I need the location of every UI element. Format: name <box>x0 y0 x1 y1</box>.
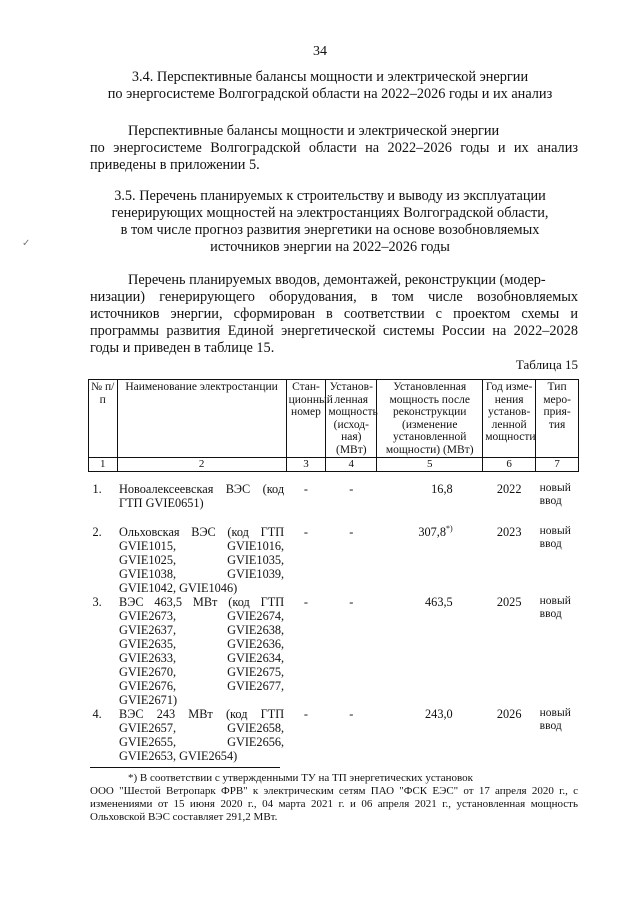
header-cell: Стан-ционный номер <box>286 380 326 458</box>
change-year: 2022 <box>496 481 522 496</box>
section-3-5-heading-line: генерирующих мощностей на электростанциях Волгоградской области, <box>111 205 549 221</box>
generation-capacity-table <box>88 379 579 763</box>
header-cell: № п/п <box>89 380 118 458</box>
capacity-value: 463,5 <box>425 595 453 609</box>
section-3-4-paragraph <box>90 123 578 174</box>
station-name: Ольховская ВЭС (код ГТП GVIE1015, GVIE1016, GVIE1025, GVIE1035, GVIE1038, GVIE1039, GVIE1042, GVIE1046) <box>119 525 285 595</box>
column-number: 3 <box>286 458 326 472</box>
section-3-4-heading-line: по энергосистеме Волгоградской области на 2022–2026 годы и их анализ <box>107 86 553 102</box>
change-year: 2025 <box>496 595 522 609</box>
column-number: 4 <box>326 458 377 472</box>
footnote-separator <box>90 767 280 768</box>
measure-type: новый ввод <box>539 525 571 550</box>
table-row <box>89 707 579 763</box>
row-number: 4. <box>92 707 102 721</box>
initial-capacity: - <box>349 481 354 496</box>
paragraph-first-line: Перечень планируемых вводов, демонтажей, реконструкции (модер- <box>128 272 546 288</box>
station-name: ВЭС 243 МВт (код ГТП GVIE2657, GVIE2658, GVIE2655, GVIE2656, GVIE2653, GVIE2654) <box>119 707 285 763</box>
capacity-after <box>377 525 483 595</box>
capacity-value: 307,8 <box>418 525 447 539</box>
header-cell: Тип меро-прия-тия <box>536 380 579 458</box>
footnote <box>90 772 578 824</box>
footnote-body: ООО "Шестой Ветропарк ФРВ" к электрическим сетям ПАО "ФСК ЕЭС" от 17 апреля 2020 г., с изменениями от 15 июня 2020 г., 04 марта 2021 г. и 06 апреля 2021 г., установленная мощность Ольховской ВЭС составляет 291,2 МВт. <box>90 785 578 823</box>
station-name: ВЭС 463,5 МВт (код ГТП GVIE2673, GVIE2674, GVIE2637, GVIE2638, GVIE2635, GVIE2636, GVIE2633, GVIE2634, GVIE2670, GVIE2675, GVIE2676, GVIE2677, GVIE2671) <box>119 595 285 707</box>
footnote-marker: *) <box>446 523 453 533</box>
station-name: Новоалексеевская ВЭС (код ГТП GVIE0651) <box>119 481 285 510</box>
header-cell: Установ-ленная мощность (исход-ная) (МВт) <box>326 380 377 458</box>
column-number: 6 <box>483 458 536 472</box>
paragraph-first-line: Перспективные балансы мощности и электрической энергии <box>128 123 500 139</box>
paragraph-body: низации) генерирующего оборудования, в том числе возобновляемых источников энергии, сформирован в соответствии с проектом схемы и программы развития Единой энергетической системы России на 2022–2028 годы и приведен в таблице 15. <box>90 289 578 356</box>
header-cell: Установленная мощность после реконструкции (изменение установленной мощности) (МВт) <box>377 380 483 458</box>
initial-capacity: - <box>349 525 354 539</box>
table-row <box>89 471 579 525</box>
column-number: 2 <box>117 458 286 472</box>
station-number: - <box>303 481 309 496</box>
measure-type: новый ввод <box>539 707 571 732</box>
change-year: 2026 <box>496 707 522 721</box>
capacity-after <box>377 595 483 707</box>
header-cell: Год изме-нения установ-ленной мощности <box>483 380 536 458</box>
paragraph-body: по энергосистеме Волгоградской области на 2022–2026 годы и их анализ приведены в приложении 5. <box>90 140 578 173</box>
footnote-first-line: *) В соответствии с утвержденными ТУ на ТП энергетических установок <box>128 772 473 784</box>
table-row <box>89 525 579 595</box>
table-row <box>89 595 579 707</box>
table-header-row <box>89 380 579 458</box>
section-3-5-heading-line: в том числе прогноз развития энергетики на основе возобновляемых <box>120 222 540 238</box>
measure-type: новый ввод <box>539 595 571 620</box>
section-3-5-heading <box>70 188 590 256</box>
initial-capacity: - <box>349 595 354 609</box>
section-3-5-heading-line: 3.5. Перечень планируемых к строительству и выводу из эксплуатации <box>114 188 546 204</box>
page-number: 34 <box>313 44 327 59</box>
measure-type: новый ввод <box>539 481 571 507</box>
section-3-4-heading-line: 3.4. Перспективные балансы мощности и электрической энергии <box>131 69 529 85</box>
row-number: 3. <box>92 595 102 609</box>
station-number: - <box>303 525 309 539</box>
capacity-after <box>377 707 483 763</box>
row-number: 2. <box>92 525 102 539</box>
table-caption: Таблица 15 <box>515 357 578 372</box>
row-number: 1. <box>92 481 102 496</box>
section-3-4-heading <box>70 69 590 103</box>
column-number: 7 <box>536 458 579 472</box>
column-number-row <box>89 458 579 472</box>
capacity-after <box>377 471 483 525</box>
section-3-5-heading-line: источников энергии на 2022–2026 годы <box>210 239 450 255</box>
header-cell: Наименование электростанции <box>117 380 286 458</box>
capacity-value: 16,8 <box>431 481 453 496</box>
station-number: - <box>303 595 309 609</box>
column-number: 1 <box>89 458 118 472</box>
margin-checkmark: ✓ <box>22 238 31 249</box>
section-3-5-paragraph <box>90 272 578 357</box>
initial-capacity: - <box>349 707 354 721</box>
column-number: 5 <box>377 458 483 472</box>
change-year: 2023 <box>496 525 522 539</box>
station-number: - <box>303 707 309 721</box>
capacity-value: 243,0 <box>425 707 453 721</box>
